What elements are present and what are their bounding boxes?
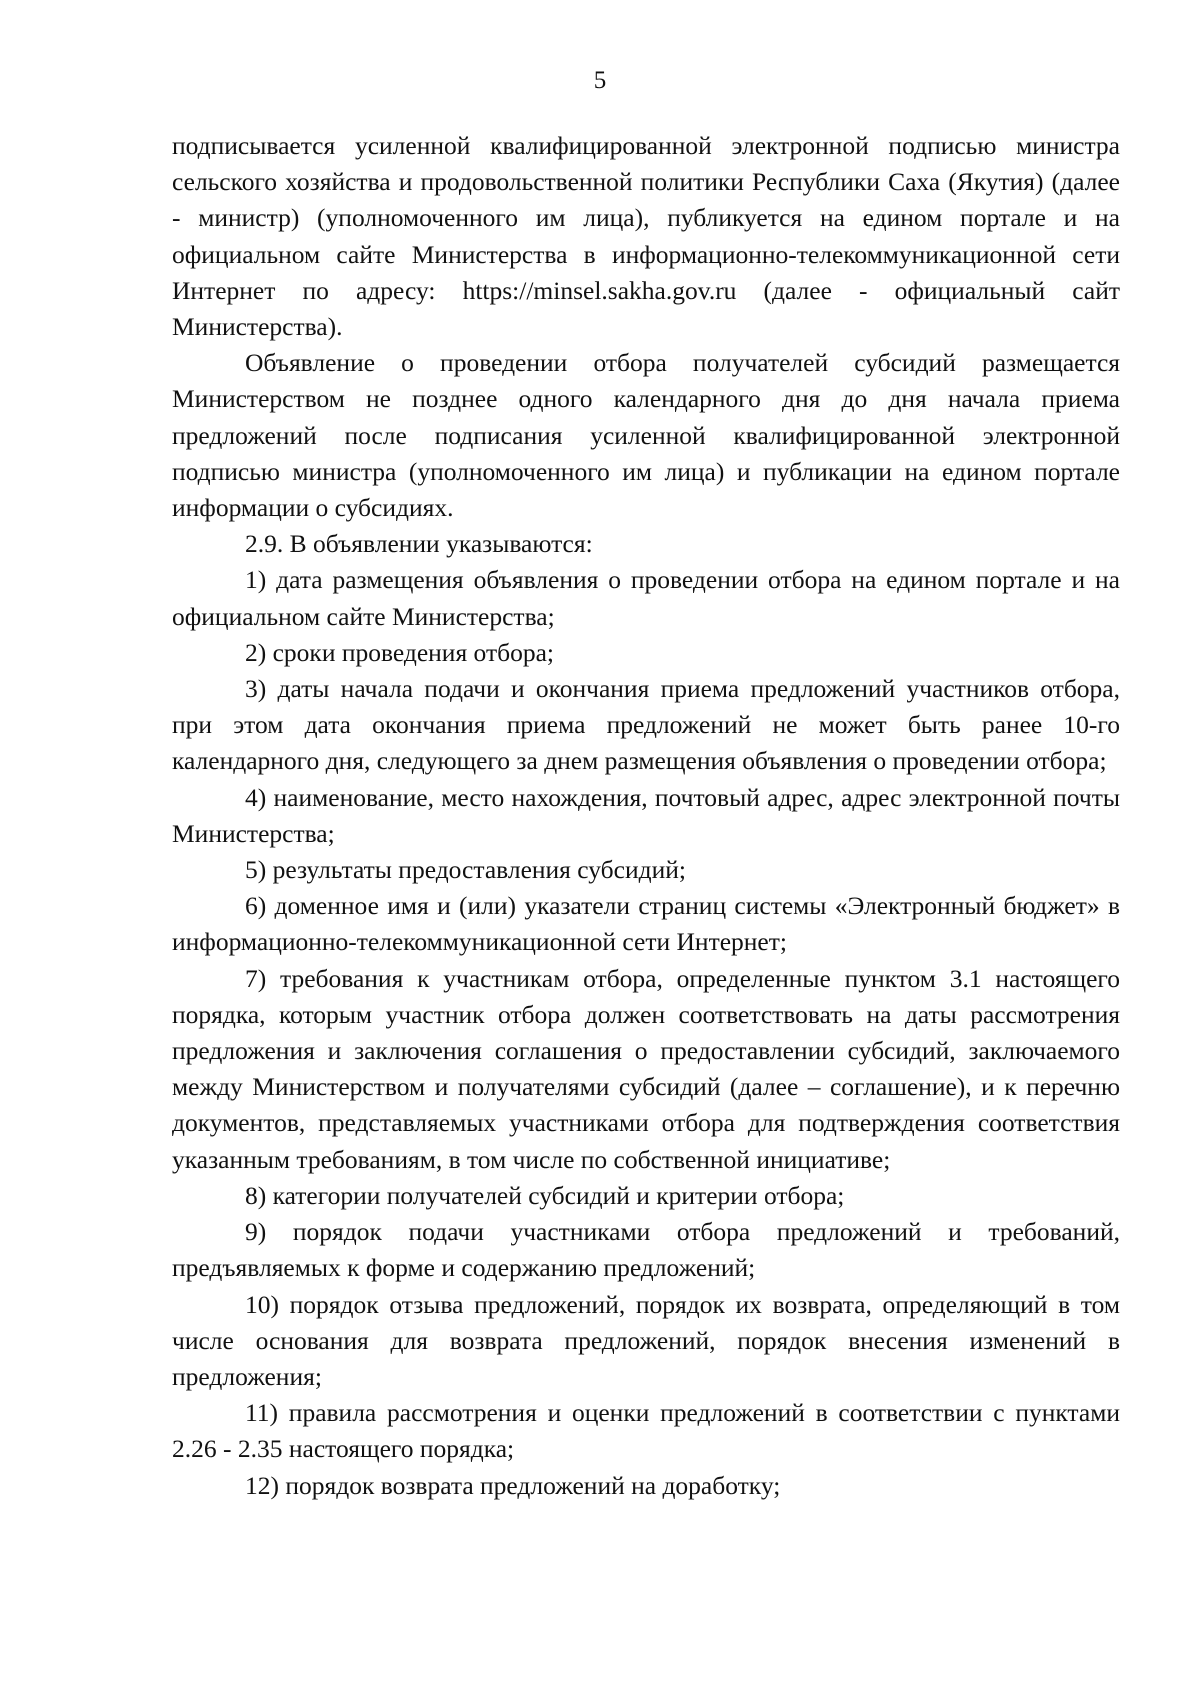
list-item-10: 10) порядок отзыва предложений, порядок их возврата, определяющий в том числе основания для возврата предложений, порядок внесения изменений в предложения;	[172, 1289, 1120, 1391]
list-item-6: 6) доменное имя и (или) указатели страниц системы «Электронный бюджет» в информационно-телекоммуникационной сети Интернет;	[172, 891, 1120, 957]
list-item-11: 11) правила рассмотрения и оценки предложений в соответствии с пунктами 2.26 - 2.35 настоящего порядка;	[172, 1398, 1120, 1464]
list-item-4: 4) наименование, место нахождения, почтовый адрес, адрес электронной почты Министерства;	[172, 782, 1120, 848]
list-item-2: 2) сроки проведения отбора;	[245, 637, 554, 667]
list-item-1: 1) дата размещения объявления о проведении отбора на едином портале и на официальном сайте Министерства;	[172, 565, 1120, 631]
list-item-9: 9) порядок подачи участниками отбора предложений и требований, предъявляемых к форме и содержанию предложений;	[172, 1217, 1120, 1283]
list-item-7: 7) требования к участникам отбора, определенные пунктом 3.1 настоящего порядка, которым участник отбора должен соответствовать на даты рассмотрения предложения и заключения соглашения о предоставлении субсидий, заключаемого между Министерством и получателями субсидий (далее – соглашение), и к перечню документов, представляемых участниками отбора для подтверждения соответствия указанным требованиям, в том числе по собственной инициативе;	[172, 963, 1120, 1174]
paragraph-announcement-placement: Объявление о проведении отбора получателей субсидий размещается Министерством не позднее одного календарного дня до дня начала приема предложений после подписания усиленной квалифицированной электронной подписью министра (уполномоченного им лица) и публикации на едином портале информации о субсидиях.	[172, 348, 1120, 523]
paragraph-section-2-9: 2.9. В объявлении указываются:	[245, 529, 593, 559]
list-item-8: 8) категории получателей субсидий и критерии отбора;	[245, 1180, 845, 1210]
paragraph-continuation: подписывается усиленной квалифицированной электронной подписью министра сельского хозяйства и продовольственной политики Республики Саха (Якутия) (далее - министр) (уполномоченного им лица), публикуется на едином портале и на официальном сайте Министерства в информационно-телекоммуникационной сети Интернет по адресу: https://minsel.sakha.gov.ru (далее - официальный сайт Министерства).	[172, 131, 1120, 342]
list-item-12: 12) порядок возврата предложений на доработку;	[245, 1470, 781, 1500]
list-item-3: 3) даты начала подачи и окончания приема предложений участников отбора, при этом дата окончания приема предложений не может быть ранее 10-го календарного дня, следующего за днем размещения объявления о проведении отбора;	[172, 674, 1120, 776]
list-item-5: 5) результаты предоставления субсидий;	[245, 855, 686, 885]
document-body	[172, 128, 1120, 1504]
page-number: 5	[593, 67, 607, 94]
